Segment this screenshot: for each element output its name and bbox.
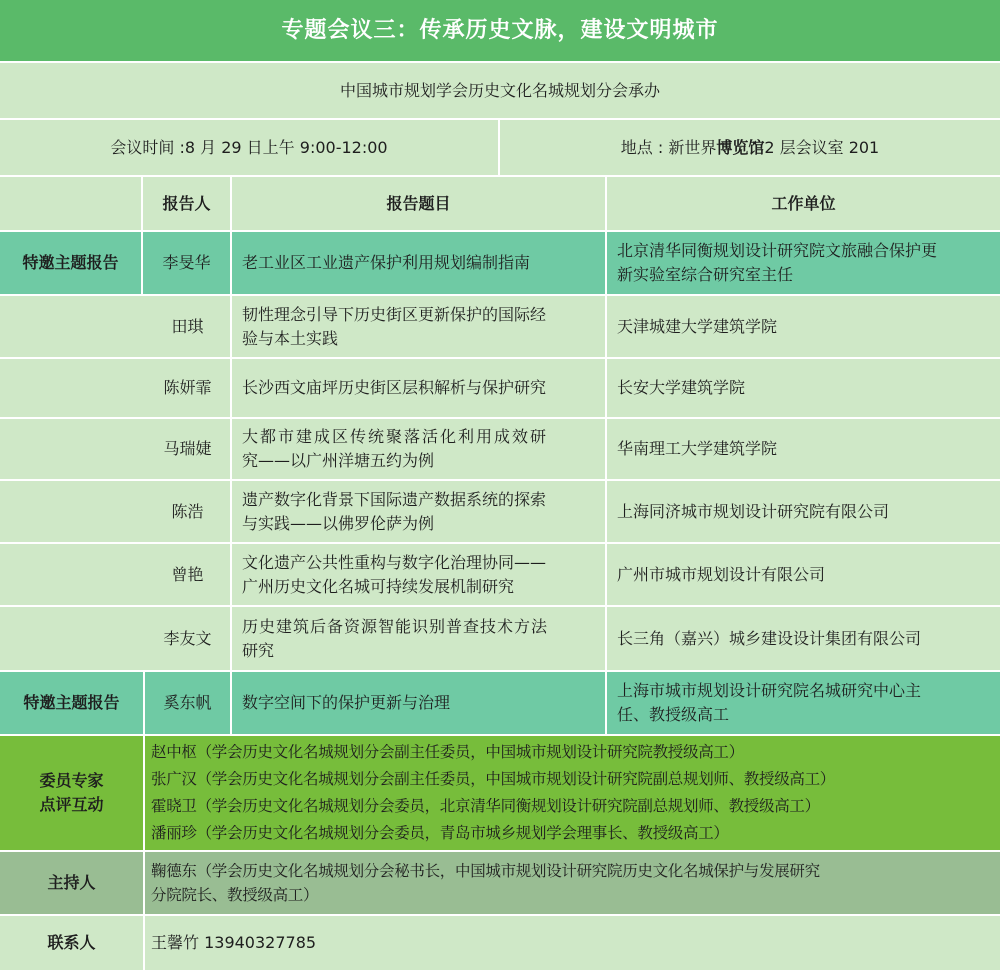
report-topic: 老工业区工业遗产保护利用规划编制指南 xyxy=(232,232,607,294)
reporter-name: 陈浩 xyxy=(145,481,232,542)
report-unit-line: 北京清华同衡规划设计研究院文旅融合保护更 xyxy=(617,241,938,260)
report-topic-line: 验与本土实践 xyxy=(242,328,339,348)
header-row xyxy=(0,177,1000,232)
committee-member: 赵中枢（学会历史文化名城规划分会副主任委员，中国城市规划设计研究院教授级高工） xyxy=(151,743,744,761)
reporter-name: 陈妍霏 xyxy=(145,359,232,417)
host-line: 鞠德东（学会历史文化名城规划分会秘书长，中国城市规划设计研究院历史文化名城保护与发展研究 xyxy=(151,862,820,880)
reporter-name: 马瑞婕 xyxy=(145,419,232,479)
committee-list xyxy=(145,736,1000,850)
header-reporter: 报告人 xyxy=(143,177,232,230)
report-topic-line: 研究 xyxy=(242,640,275,660)
report-topic-line: 韧性理念引导下历史街区更新保护的国际经 xyxy=(242,304,547,324)
report-unit: 华南理工大学建筑学院 xyxy=(617,439,778,458)
keynote-label: 特邀主题报告 xyxy=(0,672,145,734)
report-topic xyxy=(232,419,607,479)
reporter-name: 李友文 xyxy=(145,607,232,670)
report-topic: 数字空间下的保护更新与治理 xyxy=(232,672,607,734)
report-unit xyxy=(607,232,1000,294)
table-row xyxy=(0,544,1000,607)
row-spacer xyxy=(0,607,145,670)
page-title: 专题会议三：传承历史文脉，建设文明城市 xyxy=(0,0,1000,61)
report-unit: 上海同济城市规划设计研究院有限公司 xyxy=(617,501,890,521)
report-unit xyxy=(607,672,1000,734)
meeting-time: 会议时间 :8 月 29 日上午 9:00-12:00 xyxy=(0,120,500,175)
report-unit: 长三角（嘉兴）城乡建设设计集团有限公司 xyxy=(617,628,922,648)
committee-row xyxy=(0,736,1000,852)
report-topic xyxy=(232,481,607,542)
report-topic-line: 与实践——以佛罗伦萨为例 xyxy=(242,513,435,533)
report-unit: 天津城建大学建筑学院 xyxy=(617,316,778,336)
keynote-row-2 xyxy=(0,672,1000,736)
host-label: 主持人 xyxy=(0,852,145,914)
committee-label xyxy=(0,736,145,850)
reporter-name: 曾艳 xyxy=(145,544,232,605)
header-empty xyxy=(0,177,143,230)
title-row xyxy=(0,0,1000,63)
header-topic: 报告题目 xyxy=(232,177,607,230)
reporter-name: 奚东帆 xyxy=(145,672,232,734)
report-topic: 长沙西文庙坪历史街区层积解析与保护研究 xyxy=(232,359,607,417)
contact-row xyxy=(0,916,1000,970)
table-row xyxy=(0,419,1000,481)
report-topic-line: 文化遗产公共性重构与数字化治理协同—— xyxy=(242,552,547,572)
table-row xyxy=(0,359,1000,419)
table-row xyxy=(0,296,1000,359)
report-topic xyxy=(232,544,607,605)
row-spacer xyxy=(0,419,145,479)
contact-label: 联系人 xyxy=(0,916,145,970)
report-topic xyxy=(232,296,607,357)
contact-info: 王馨竹 13940327785 xyxy=(151,933,317,952)
header-unit: 工作单位 xyxy=(771,193,836,213)
committee-member: 潘丽珍（学会历史文化名城规划分会委员，青岛市城乡规划学会理事长、教授级高工） xyxy=(151,824,729,842)
keynote-row-1 xyxy=(0,232,1000,296)
host-line: 分院院长、教授级高工） xyxy=(151,886,319,904)
report-unit-line: 新实验室综合研究室主任 xyxy=(617,265,794,284)
report-topic-line: 广州历史文化名城可持续发展机制研究 xyxy=(242,576,515,596)
reporter-name: 李旻华 xyxy=(143,232,232,294)
location-prefix: 地点 : 新世界 xyxy=(620,137,717,157)
organizer-text: 中国城市规划学会历史文化名城规划分会承办 xyxy=(339,80,660,100)
meeting-location xyxy=(500,120,1000,175)
report-unit-line: 任、教授级高工 xyxy=(617,705,730,724)
report-topic-line: 遗产数字化背景下国际遗产数据系统的探索 xyxy=(242,489,547,509)
report-topic xyxy=(232,607,607,670)
time-location-row xyxy=(0,120,1000,177)
report-topic-line: 究——以广州洋塘五约为例 xyxy=(242,451,435,470)
row-spacer xyxy=(0,544,145,605)
committee-label-line: 点评互动 xyxy=(39,795,104,814)
table-row xyxy=(0,607,1000,672)
table-row xyxy=(0,481,1000,544)
committee-member: 霍晓卫（学会历史文化名城规划分会委员，北京清华同衡规划设计研究院副总规划师、教授级高工） xyxy=(151,797,820,815)
committee-label-line: 委员专家 xyxy=(39,771,104,790)
row-spacer xyxy=(0,359,145,417)
host-row xyxy=(0,852,1000,916)
report-unit: 长安大学建筑学院 xyxy=(617,378,746,397)
report-unit: 广州市城市规划设计有限公司 xyxy=(617,564,826,584)
organizer-row xyxy=(0,63,1000,120)
report-unit-line: 上海市城市规划设计研究院名城研究中心主 xyxy=(617,681,922,700)
keynote-label: 特邀主题报告 xyxy=(0,232,143,294)
row-spacer xyxy=(0,481,145,542)
reporter-name: 田琪 xyxy=(145,296,232,357)
location-suffix: 2 层会议室 201 xyxy=(764,137,880,157)
location-venue: 博览馆 xyxy=(716,137,765,157)
committee-member: 张广汉（学会历史文化名城规划分会副主任委员，中国城市规划设计研究院副总规划师、教授级高工） xyxy=(151,770,836,788)
report-topic-line: 历史建筑后备资源智能识别普查技术方法 xyxy=(242,616,549,636)
host-info xyxy=(145,852,1000,914)
report-topic-line: 大都市建成区传统聚落活化利用成效研 xyxy=(242,427,549,446)
row-spacer xyxy=(0,296,145,357)
